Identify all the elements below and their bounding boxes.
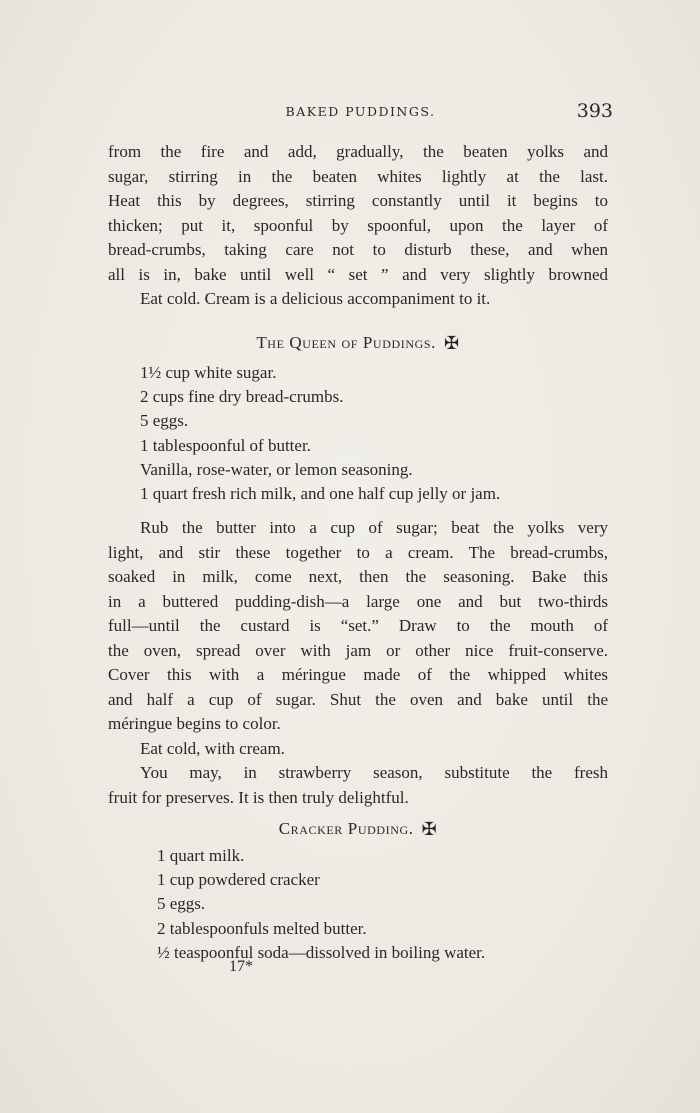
ingredient-item: 1 tablespoonful of butter. [140,435,311,455]
recipe-heading-queen-of-puddings [108,333,608,354]
ingredient-item: 2 cups fine dry bread-crumbs. [140,387,344,407]
queen-directions [108,516,608,810]
text-line: and half a cup of sugar. Shut the oven and bake until the [108,689,608,709]
ingredient-item: 1 quart fresh rich milk, and one half cup jelly or jam. [140,483,501,503]
ingredient-item: 1½ cup white sugar. [140,363,277,382]
text-line: full—until the custard is “set.” Draw to the mouth of [108,616,608,635]
running-head: BAKED PUDDINGS. [285,104,436,119]
recipe-title: Cracker Pudding. [278,819,414,838]
text-line: méringue begins to color. [108,714,281,733]
ingredient-item: 2 tablespoonfuls melted butter. [157,918,367,938]
page-number: 393 [576,100,613,122]
ingredient-item: ½ teaspoonful soda—dissolved in boiling water. [157,942,486,962]
text-line: from the fire and add, gradually, the beaten yolks and [108,142,608,161]
page-header [108,102,613,124]
ingredient-item: 5 eggs. [140,411,189,431]
recipe-heading-cracker-pudding [108,819,608,840]
continued-recipe-text [108,140,608,312]
text-line: Eat cold, with cream. [140,738,285,758]
text-line: Rub the butter into a cup of sugar; beat the yolks very [140,518,608,537]
ingredient-item: 1 cup powdered cracker [157,870,320,890]
signature-mark: 17* [229,958,253,975]
ingredient-item: Vanilla, rose-water, or lemon seasoning. [140,459,413,479]
ingredient-item: 1 quart milk. [157,846,245,865]
maltese-cross-icon: ✠ [443,333,460,353]
cracker-ingredients-list [157,844,607,965]
text-line: You may, in strawberry season, substitute the fresh [140,763,608,782]
text-line: the oven, spread over with jam or other nice fruit-conserve. [108,640,608,660]
maltese-cross-icon: ✠ [421,819,438,839]
text-line: in a buttered pudding-dish—a large one and but two-thirds [108,591,608,611]
text-line: Heat this by degrees, stirring constantly until it begins to [108,191,608,210]
text-line: bread-crumbs, taking care not to disturb these, and when [108,240,608,259]
text-line: Eat cold. Cream is a delicious accompaniment to it. [140,289,491,308]
text-line: soaked in milk, come next, then the seasoning. Bake this [108,567,608,586]
text-line: fruit for preserves. It is then truly delightful. [108,787,409,807]
text-line: Cover this with a méringue made of the whipped whites [108,665,608,684]
ingredient-item: 5 eggs. [157,894,206,914]
text-line: sugar, stirring in the beaten whites lightly at the last. [108,166,608,186]
queen-ingredients-list [140,361,610,506]
text-line: light, and stir these together to a cream. The bread-crumbs, [108,542,608,562]
recipe-title: The Queen of Puddings. [256,333,436,352]
text-line: all is in, bake until well “ set ” and very slightly browned [108,264,608,284]
text-line: thicken; put it, spoonful by spoonful, upon the layer of [108,215,608,235]
